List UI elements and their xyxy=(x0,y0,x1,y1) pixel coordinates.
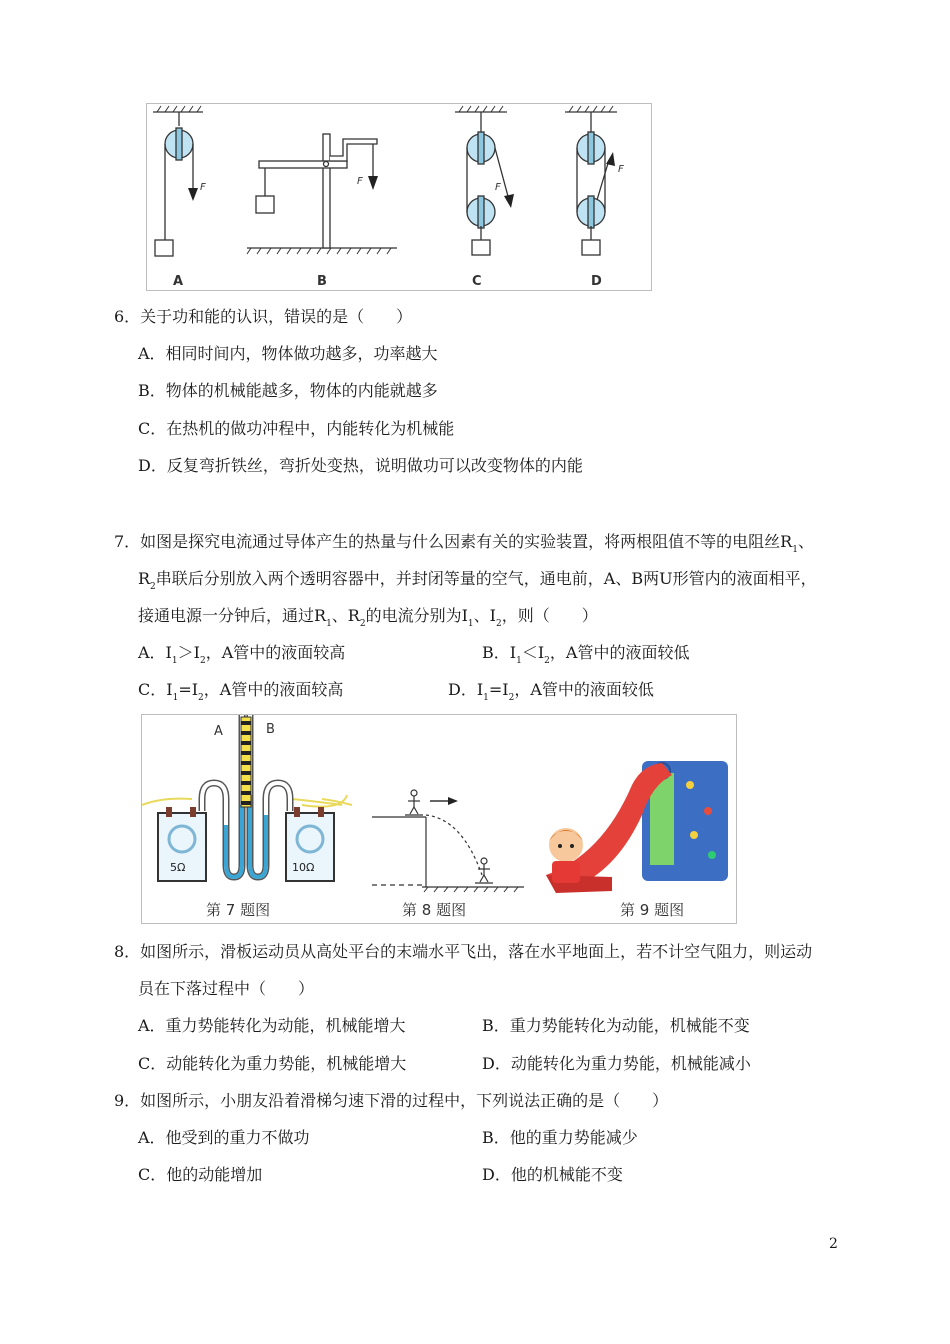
tube-a-label: A xyxy=(214,724,223,739)
q9-option-c: C．他的动能增加 xyxy=(138,1165,263,1184)
label-a: A xyxy=(173,274,184,289)
figure-7-8-9 xyxy=(141,714,737,924)
q8-line1: 8．如图所示，滑板运动员从高处平台的末端水平飞出，落在水平地面上，若不计空气阻力，则运动 xyxy=(114,942,813,961)
tube-b-label: B xyxy=(266,722,275,737)
pulley-block-d xyxy=(565,106,617,255)
pulley-diagram xyxy=(147,104,651,290)
pulley-a xyxy=(153,106,203,256)
svg-text:F: F xyxy=(200,182,206,193)
u-tube-apparatus xyxy=(142,715,352,881)
label-b: B xyxy=(317,274,327,289)
svg-text:F: F xyxy=(618,164,624,175)
caption-8: 第 8 题图 xyxy=(402,901,467,919)
resistor-left-label: 5Ω xyxy=(170,861,186,874)
lever-b xyxy=(247,134,397,254)
q7-line3: 接通电源一分钟后，通过$R_1$、$R_2$的电流分别为$I_1$、$I_2$，则（ ） xyxy=(138,606,598,629)
slide-illustration xyxy=(546,761,728,893)
q7-line1: 7．如图是探究电流通过导体产生的热量与什么因素有关的实验装置，将两根阻值不等的电阻丝$R_1$、 xyxy=(114,532,814,555)
q6-option-c: C．在热机的做功冲程中，内能转化为机械能 xyxy=(138,419,455,438)
q9-option-a: A．他受到的重力不做功 xyxy=(138,1128,310,1147)
q6-option-a: A．相同时间内，物体做功越多，功率越大 xyxy=(138,344,438,363)
q8-option-b: B．重力势能转化为动能，机械能不变 xyxy=(482,1016,750,1035)
q6-stem: 6．关于功和能的认识，错误的是（ ） xyxy=(114,307,413,326)
svg-text:F: F xyxy=(357,176,363,187)
q7-option-d: D．$I_1=I_2$，A管中的液面较低 xyxy=(448,680,654,703)
q8-option-c: C．动能转化为重力势能，机械能增大 xyxy=(138,1054,407,1073)
q8-option-a: A．重力势能转化为动能，机械能增大 xyxy=(138,1016,406,1035)
q9-option-b: B．他的重力势能减少 xyxy=(482,1128,638,1147)
q9-stem: 9．如图所示，小朋友沿着滑梯匀速下滑的过程中，下列说法正确的是（ ） xyxy=(114,1091,669,1110)
q6-option-b: B．物体的机械能越多，物体的内能就越多 xyxy=(138,381,438,400)
q8-line2: 员在下落过程中（ ） xyxy=(138,979,315,998)
q6-option-d: D．反复弯折铁丝，弯折处变热，说明做功可以改变物体的内能 xyxy=(138,456,583,475)
svg-text:F: F xyxy=(495,182,501,193)
q7-option-a: A．$I_1>I_2$，A管中的液面较高 xyxy=(138,643,346,666)
experiment-figures xyxy=(142,715,736,923)
skateboarder-diagram xyxy=(372,790,524,892)
label-c: C xyxy=(472,274,482,289)
label-d: D xyxy=(591,274,602,289)
caption-7: 第 7 题图 xyxy=(206,901,271,919)
q7-option-b: B．$I_1<I_2$，A管中的液面较低 xyxy=(482,643,690,666)
resistor-right-label: 10Ω xyxy=(292,861,315,874)
q7-option-c: C．$I_1=I_2$，A管中的液面较高 xyxy=(138,680,344,703)
q8-option-d: D．动能转化为重力势能，机械能减小 xyxy=(482,1054,751,1073)
pulley-block-c xyxy=(455,106,509,255)
q7-line2: $R_2$串联后分别放入两个透明容器中，并封闭等量的空气，通电前，A、B两U形管内的液面相平， xyxy=(138,569,817,592)
caption-9: 第 9 题图 xyxy=(620,901,685,919)
q9-option-d: D．他的机械能不变 xyxy=(482,1165,623,1184)
pulley-figure xyxy=(146,103,652,291)
page-number: 2 xyxy=(829,1236,838,1252)
